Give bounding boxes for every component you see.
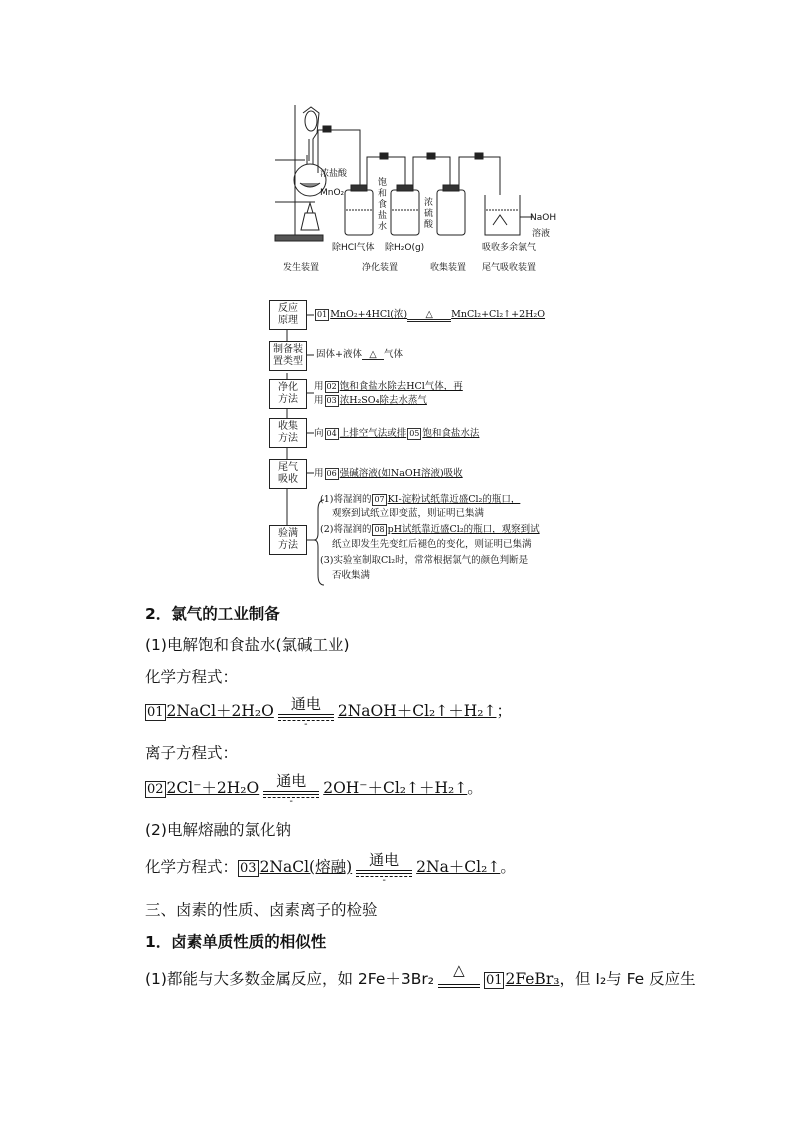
label-conc-hcl: 浓盐酸 bbox=[320, 169, 348, 179]
reaction-rhs: MnCl₂+Cl₂↑+2H₂O bbox=[451, 309, 546, 320]
equation-2: 02 2Cl⁻＋2H₂O 通电 - 2OH⁻＋Cl₂↑＋H₂↑。 bbox=[147, 772, 483, 807]
blank-number: 01 bbox=[147, 705, 164, 720]
flow-box-purify: 净化 方法 bbox=[269, 379, 307, 409]
bottle-sulfuric-acid bbox=[391, 190, 419, 235]
bottle-collect bbox=[437, 190, 465, 235]
beaker-naoh bbox=[485, 195, 520, 235]
label-remove-hcl: 除HCl气体 bbox=[332, 243, 375, 253]
bottle-salt-water bbox=[345, 190, 373, 235]
label-ion-eq: 离子方程式： bbox=[145, 744, 239, 762]
flow-text-principle bbox=[314, 309, 545, 322]
flow-text-device: 固体+液体 △ 气体 bbox=[316, 349, 403, 360]
separatory-funnel bbox=[303, 107, 319, 161]
equation-1: 01 2NaCl＋2H₂O 通电 - 2NaOH＋Cl₂↑＋H₂↑； bbox=[147, 695, 512, 730]
para-molten-nacl: (2)电解熔融的氯化钠 bbox=[145, 821, 291, 839]
heading-similarity: 1．卤素单质性质的相似性 bbox=[145, 933, 327, 951]
flow-text-purify-1: 用 02 饱和食盐水除去HCl气体，再 bbox=[314, 381, 463, 392]
equation-3: 化学方程式： 03 2NaCl(熔融) 通电 - 2Na＋Cl₂↑。 bbox=[145, 851, 516, 886]
label-remove-h2o: 除H₂O(g) bbox=[385, 243, 425, 253]
apparatus-diagram bbox=[255, 95, 575, 285]
caption-collect: 收集装置 bbox=[430, 263, 467, 273]
flow-text-verify-4: 纸立即发生先变红后褪色的变化，则证明已集满 bbox=[332, 539, 532, 550]
caption-gen: 发生装置 bbox=[283, 263, 320, 273]
label-naoh-2: 溶液 bbox=[532, 229, 551, 239]
para-metal-reaction: (1)都能与大多数金属反应，如 2Fe＋3Br₂ △ 01 2FeBr₃，但 I₂与 Fe 反应生 bbox=[145, 965, 696, 995]
blank-number: 02 bbox=[147, 782, 164, 797]
caption-tail: 尾气吸收装置 bbox=[482, 263, 537, 273]
stand-base bbox=[275, 235, 323, 241]
label-chem-eq: 化学方程式： bbox=[145, 668, 239, 686]
flow-text-verify-2: 观察到试纸立即变蓝，则证明已集满 bbox=[332, 508, 485, 519]
flow-text-collect: 向 04 上排空气法或排 05 饱和食盐水法 bbox=[314, 428, 480, 439]
cond-electrolysis: 通电 - bbox=[276, 697, 336, 727]
alcohol-lamp bbox=[301, 213, 319, 230]
label-conc-h2so4: 浓 硫 酸 bbox=[424, 198, 434, 230]
flow-box-device-type: 制备装 置类型 bbox=[269, 341, 307, 371]
blank-number: 03 bbox=[240, 861, 257, 876]
label-naoh-1: NaOH bbox=[530, 213, 557, 223]
para-electrolysis-brine: (1)电解饱和食盐水(氯碱工业) bbox=[145, 636, 350, 654]
label-sat-salt: 饱 和 食 盐 水 bbox=[378, 178, 388, 232]
cond-heat-arrow: △ bbox=[362, 351, 384, 360]
cond-electrolysis: 通电 - bbox=[261, 774, 321, 804]
flow-text-purify-2: 用 03 浓H₂SO₄除去水蒸气 bbox=[314, 395, 427, 406]
flow-box-verify: 验满 方法 bbox=[269, 525, 307, 555]
flow-text-verify-6: 否收集满 bbox=[332, 570, 371, 581]
heading-industrial-prep: 2．氯气的工业制备 bbox=[145, 605, 280, 623]
label-absorb: 吸收多余氯气 bbox=[482, 243, 537, 253]
delivery-tube-1 bbox=[318, 130, 360, 190]
heading-halogen-properties: 三、卤素的性质、卤素离子的检验 bbox=[145, 901, 378, 919]
blank-number: 01 bbox=[317, 310, 328, 319]
cond-heat: △ bbox=[436, 965, 482, 995]
blank-number: 01 bbox=[485, 973, 503, 988]
flow-text-tail: 用 06 强碱溶液(如NaOH溶液)吸收 bbox=[314, 468, 463, 479]
label-mno2: MnO₂ bbox=[320, 188, 345, 198]
cond-electrolysis: 通电 - bbox=[354, 853, 414, 883]
flow-text-verify-3: (2)将湿润的 08 pH试纸靠近盛Cl₂的瓶口，观察到试 bbox=[320, 524, 540, 535]
flow-box-tail: 尾气 吸收 bbox=[269, 459, 307, 489]
cond-heat: △ bbox=[407, 311, 451, 322]
flow-text-verify-5: (3)实验室制取Cl₂时，常常根据氯气的颜色判断是 bbox=[320, 555, 529, 566]
flow-box-collect: 收集 方法 bbox=[269, 418, 307, 448]
caption-purify: 净化装置 bbox=[362, 263, 399, 273]
flow-text-verify-1: (1)将湿润的 07 KI-淀粉试纸靠近盛Cl₂的瓶口， bbox=[320, 494, 521, 505]
flow-box-principle: 反应 原理 bbox=[269, 300, 307, 330]
reaction-lhs: MnO₂+4HCl(浓) bbox=[330, 309, 408, 320]
